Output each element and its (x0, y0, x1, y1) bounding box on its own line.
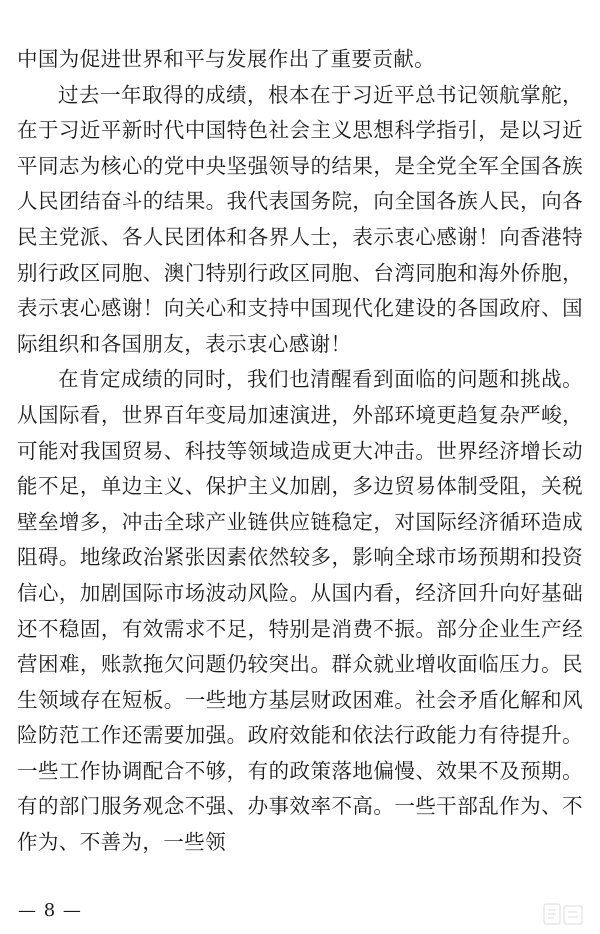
paragraph-continuation: 中国为促进世界和平与发展作出了重要贡献。 (17, 47, 435, 71)
paragraph-challenges: 在肯定成绩的同时，我们也清醒看到面临的问题和挑战。从国际看，世界百年变局加速演进，外部环境更趋复杂严峻，可能对我国贸易、科技等领域造成更大冲击。世界经济增长动能不足，单边主义、保护主义加剧，多边贸易体制受阻，关税壁垒增多，冲击全球产业链供应链稳定，对国际经济循环造成阻碍。地缘政治紧张因素依然较多，影响全球市场预期和投资信心，加剧国际市场波动风险。从国内看，经济回升向好基础还不稳固，有效需求不足，特别是消费不振。部分企业生产经营困难，账款拖欠问题仍较突出。群众就业增收面临压力。民生领域存在短板。一些地方基层财政困难。社会矛盾化解和风险防范工作还需要加强。政府效能和依法行政能力有待提升。一些工作协调配合不够，有的政策落地偏慢、效果不及预期。有的部门服务观念不强、办事效率不高。一些干部乱作为、不作为、不善为，一些领 (17, 367, 583, 855)
page-number: — 8 — (18, 900, 82, 921)
body-text (17, 42, 583, 861)
faint-watermark-icon (540, 900, 586, 930)
paragraph-achievements: 过去一年取得的成绩，根本在于习近平总书记领航掌舵，在于习近平新时代中国特色社会主义思想科学指引，是以习近平同志为核心的党中央坚强领导的结果，是全党全军全国各族人民团结奋斗的结果。我代表国务院，向全国各族人民，向各民主党派、各人民团体和各界人士，表示衷心感谢！向香港特别行政区同胞、澳门特别行政区同胞、台湾同胞和海外侨胞，表示衷心感谢！向关心和支持中国现代化建设的各国政府、国际组织和各国朋友，表示衷心感谢！ (17, 82, 583, 356)
